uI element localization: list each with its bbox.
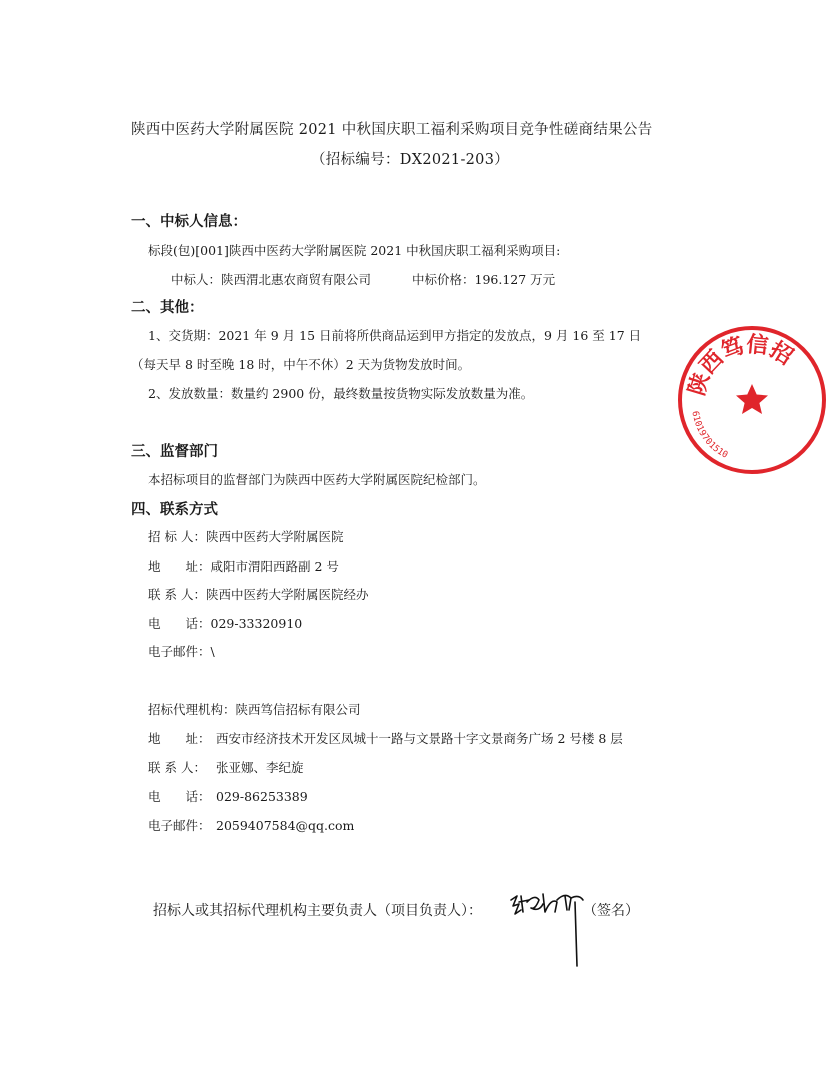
agency-phone-row — [148, 787, 308, 805]
agency-phone: 029-86253389 — [216, 789, 308, 804]
tenderer-phone-label: 电 话： — [148, 616, 211, 631]
winner-label: 中标人： — [171, 272, 222, 287]
tenderer-email: \ — [210, 644, 215, 659]
tenderer-contact: 陕西中医药大学附属医院经办 — [205, 587, 369, 602]
price-label: 中标价格： — [412, 272, 475, 287]
winner-line — [171, 270, 371, 288]
quantity-line: 2、发放数量：数量约 2900 份，最终数量按货物实际发放数量为准。 — [148, 386, 534, 401]
company-seal — [674, 322, 830, 478]
supervision-text: 本招标项目的监督部门为陕西中医药大学附属医院纪检部门。 — [148, 472, 486, 487]
agency-address-label: 地 址： — [148, 731, 211, 746]
winner-name: 陕西渭北惠农商贸有限公司 — [221, 272, 372, 287]
agency-email-label: 电子邮件： — [148, 818, 211, 833]
bid-number: （招标编号：DX2021-203） — [311, 152, 510, 168]
tenderer-email-row — [148, 642, 215, 660]
tenderer-name-label: 招 标 人： — [148, 529, 206, 544]
agency-address: 西安市经济技术开发区凤城十一路与文景路十字文景商务广场 2 号楼 8 层 — [216, 731, 623, 746]
agency-name: 陕西笃信招标有限公司 — [235, 702, 361, 717]
agency-contact-label: 联 系 人： — [148, 760, 206, 775]
tenderer-address: 咸阳市渭阳西路副 2 号 — [210, 559, 339, 574]
agency-address-row — [148, 729, 623, 747]
delivery-line-2: （每天早 8 时至晚 18 时，中午不休）2 天为货物发放时间。 — [131, 357, 471, 372]
seal-name: 陕西笃信招 — [684, 332, 797, 399]
section4-heading: 四、联系方式 — [131, 502, 218, 518]
agency-name-row — [148, 700, 361, 718]
tenderer-contact-row — [148, 585, 368, 603]
agency-name-label: 招标代理机构： — [148, 702, 236, 717]
tenderer-address-row — [148, 557, 339, 575]
tenderer-contact-label: 联 系 人： — [148, 587, 206, 602]
delivery-line-1: 1、交货期：2021 年 9 月 15 日前将所供商品运到甲方指定的发放点，9 月 16 至 17 日 — [148, 328, 642, 343]
tenderer-email-label: 电子邮件： — [148, 644, 211, 659]
signature-label: 招标人或其招标代理机构主要负责人（项目负责人）： — [153, 903, 482, 919]
section1-heading: 一、中标人信息： — [131, 214, 247, 230]
agency-contact-row — [148, 758, 304, 776]
agency-email: 2059407584@qq.com — [216, 818, 355, 833]
tenderer-phone-row — [148, 614, 302, 632]
price-value: 196.127 万元 — [474, 272, 556, 287]
seal-code: 61019701510 — [689, 410, 730, 461]
tenderer-name-row — [148, 527, 343, 545]
section2-heading: 二、其他： — [131, 300, 204, 316]
tenderer-phone: 029-33320910 — [210, 616, 303, 631]
agency-phone-label: 电 话： — [148, 789, 211, 804]
price-line — [412, 270, 555, 288]
agency-contact: 张亚娜、李纪旋 — [216, 760, 304, 775]
section3-heading: 三、监督部门 — [131, 444, 218, 460]
tenderer-name: 陕西中医药大学附属医院 — [205, 529, 344, 544]
handwritten-signature — [505, 888, 587, 970]
tenderer-address-label: 地 址： — [148, 559, 211, 574]
signature-suffix: （签名） — [583, 903, 639, 919]
agency-email-row — [148, 816, 354, 834]
seal-star-icon — [736, 384, 768, 414]
lot-line: 标段(包)[001]陕西中医药大学附属医院 2021 中秋国庆职工福利采购项目: — [148, 243, 561, 258]
document-title: 陕西中医药大学附属医院 2021 中秋国庆职工福利采购项目竞争性磋商结果公告 — [131, 122, 653, 138]
